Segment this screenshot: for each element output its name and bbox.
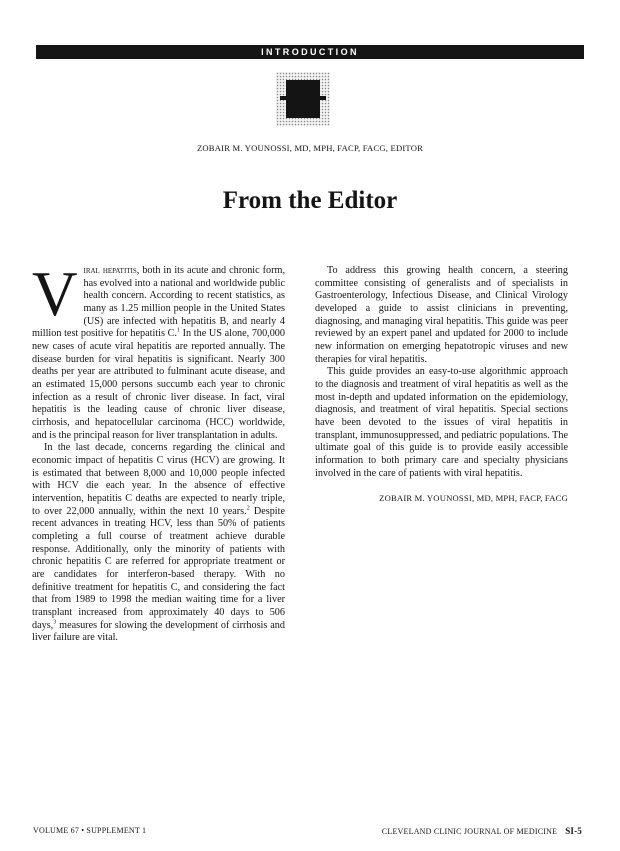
editor-signature: ZOBAIR M. YOUNOSSI, MD, MPH, FACP, FACG xyxy=(379,493,568,504)
lead-smallcaps: iral hepatitis, xyxy=(83,265,140,276)
article-column-left xyxy=(32,259,285,645)
reference-2: 2 xyxy=(246,505,250,512)
paragraph-2-text: In the last decade, concerns regarding the clinical and economic impact of hepatitis C virus (HCV) are growing. It is estimated that between 8,000 and 10,000 people infected with HCV die each year. In the absence of effective intervention, hepatitis C deaths are expected to nearly triple, to over 22,000 annually, within the next 10 years. xyxy=(32,442,285,517)
paragraph-1-tail: In the US alone, 700,000 new cases of acute viral hepatitis are reported annually. The disease burden for viral hepatitis is significant. Nearly 300 deaths per year are attributed to fulminant acute disease, and an estimated 15,000 persons succumb each year to chronic infection as a result of chronic liver disease. In fact, viral hepatitis is the leading cause of chronic liver disease, cirrhosis, and hepatocellular carcinoma (HCC) worldwide, and is the principal reason for liver transplantation in adults. xyxy=(32,328,285,441)
section-emblem-icon xyxy=(276,72,330,126)
editor-byline: ZOBAIR M. YOUNOSSI, MD, MPH, FACP, FACG, EDITOR xyxy=(196,143,424,153)
section-banner: INTRODUCTION xyxy=(36,45,584,59)
paragraph-2-tail: Despite recent advances in treating HCV, less than 50% of patients completing a full course of treatment achieve durable response. Additionally, only the minority of patients with chronic hepatitis C are referred for appropriate treatment or are candidates for interferon-based therapy. With no definitive treatment for hepatitis C, and considering the fact that from 1989 to 1998 the median waiting time for a liver transplant increased from approximately 40 days to 506 days, xyxy=(32,505,285,631)
paragraph-3: To address this growing health concern, a steering committee consisting of generalists and of specialists in Gastroenterology, Infectious Disease, and Clinical Virology developed a guide to assist clinicians in preventing, diagnosing, and managing viral hepatitis. This guide was peer reviewed by an expert panel and updated for 2000 to include new information on emerging hepatotropic viruses and new therapies for viral hepatitis. xyxy=(315,265,568,365)
paragraph-2-end: measures for slowing the development of cirrhosis and liver failure are vital. xyxy=(32,619,285,644)
footer-volume: VOLUME 67 • SUPPLEMENT 1 xyxy=(33,826,147,835)
page-number: SI-5 xyxy=(565,826,582,836)
paragraph-1-text: both in its acute and chronic form, has evolved into a national and worldwide public health concern. According to recent statistics, as many as 1.25 million people in the United States (US) are infected with hepatitis B, and nearly 4 million test positive for hepatitis C. xyxy=(32,265,285,340)
drop-cap: V xyxy=(32,259,78,329)
article-title: From the Editor xyxy=(222,187,398,214)
footer-journal xyxy=(382,826,582,836)
reference-1: 1 xyxy=(176,327,180,334)
paragraph-2 xyxy=(32,442,285,645)
paragraph-1 xyxy=(32,259,285,442)
reference-3: 3 xyxy=(53,619,57,626)
footer-journal-name: CLEVELAND CLINIC JOURNAL OF MEDICINE xyxy=(381,827,558,836)
paragraph-4: This guide provides an easy-to-use algorithmic approach to the diagnosis and treatment of viral hepatitis as well as the most in-depth and updated information on the epidemiology, diagnosis, and treatment of viral hepatitis. Special sections have been devoted to the issues of viral hepatitis in transplant, immunosuppressed, and pediatric populations. The ultimate goal of this guide is to provide easily accessible information to both primary care and specialty physicians involved in the care of patients with viral hepatitis. xyxy=(315,366,568,479)
article-column-right xyxy=(315,265,568,505)
